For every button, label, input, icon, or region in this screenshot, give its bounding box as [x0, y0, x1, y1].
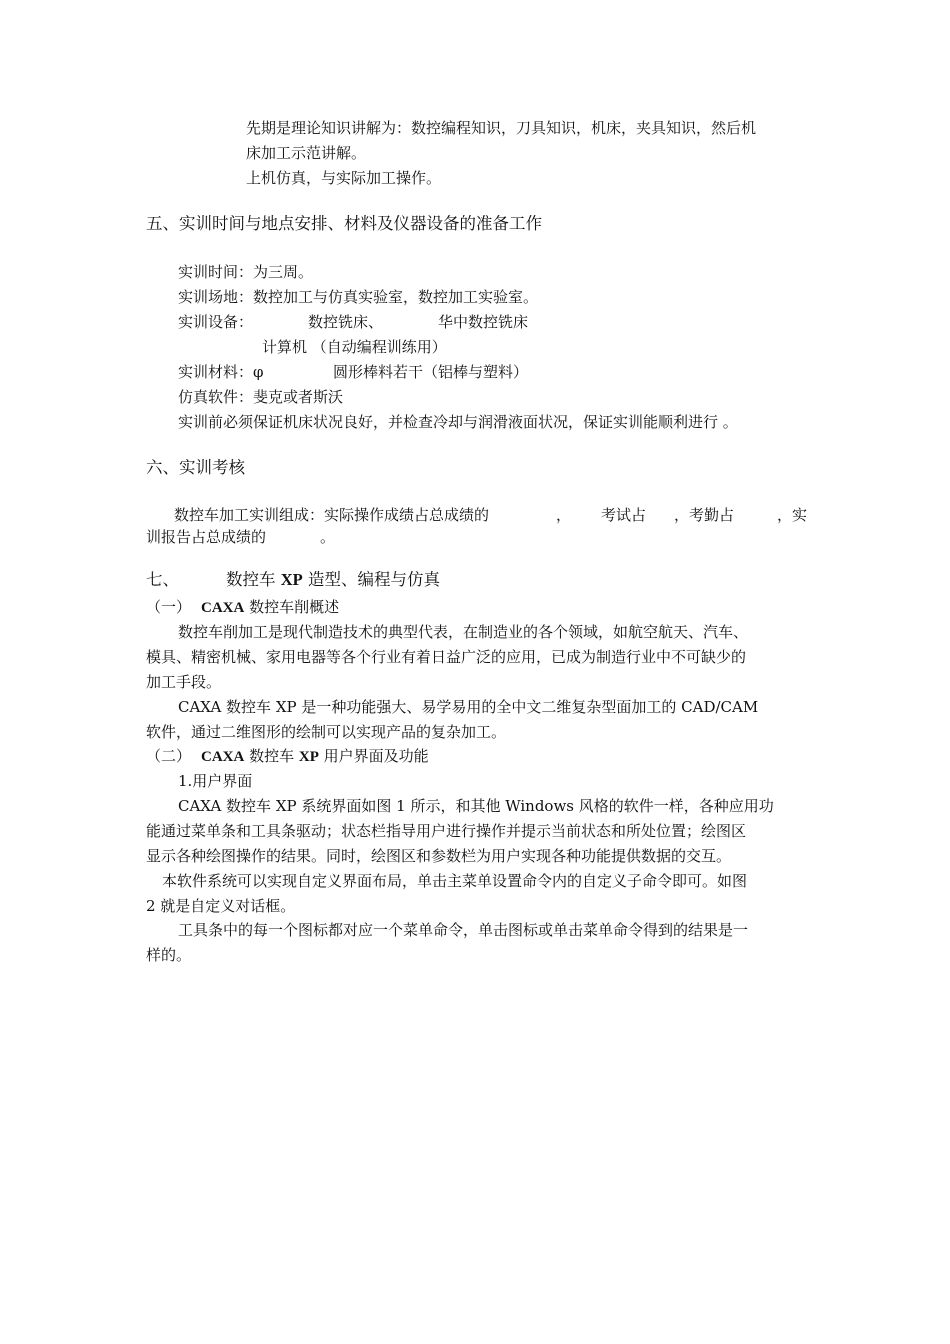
- subsection-1-number: （一）: [146, 598, 192, 616]
- assessment-text-g: 。: [320, 528, 336, 546]
- subsection-2-text-1: 数控车: [244, 747, 299, 765]
- section-7-heading: [226, 568, 440, 592]
- assessment-text-f: 训报告占总成绩的: [146, 528, 267, 546]
- assessment-text-e: ，实: [777, 506, 808, 524]
- paragraph-1-line-2: 模具、精密机械、家用电器等各个行业有着日益广泛的应用，已成为制造行业中不可缺少的: [146, 648, 747, 666]
- section-7-heading-a: 数控车: [226, 570, 281, 589]
- training-equipment-label: 实训设备：: [178, 313, 254, 331]
- intro-line-3: 上机仿真，与实际加工操作。: [246, 169, 442, 187]
- paragraph-3-line-3: 显示各种绘图操作的结果。同时，绘图区和参数栏为用户实现各种功能提供数据的交互。: [146, 847, 732, 865]
- item-1-heading: 1.用户界面: [178, 772, 253, 790]
- assessment-text-b: ，: [556, 506, 572, 524]
- subsection-2-bold-2: XP: [298, 749, 319, 765]
- training-material-text: 圆形棒料若干（铝棒与塑料）: [333, 363, 529, 381]
- training-material-label: 实训材料：φ: [178, 363, 264, 381]
- assessment-text-a: 数控车加工实训组成：实际操作成绩占总成绩的: [174, 506, 490, 524]
- training-equipment-a: 数控铣床、: [308, 313, 384, 331]
- assessment-text-d: ，考勤占: [674, 506, 735, 524]
- paragraph-4-line-1: 本软件系统可以实现自定义界面布局，单击主菜单设置命令内的自定义子命令即可。如图: [162, 872, 748, 890]
- training-site: 实训场地：数控加工与仿真实验室，数控加工实验室。: [178, 288, 539, 306]
- subsection-2-text-2: 用户界面及功能: [318, 747, 429, 765]
- paragraph-5-line-2: 样的。: [146, 946, 192, 964]
- training-equipment-c: 计算机 （自动编程训练用）: [262, 338, 447, 356]
- section-7-heading-number: 七、: [146, 570, 179, 589]
- simulation-software: 仿真软件：斐克或者斯沃: [178, 388, 344, 406]
- intro-line-1: 先期是理论知识讲解为：数控编程知识，刀具知识，机床，夹具知识，然后机: [246, 119, 757, 137]
- paragraph-5-line-1: 工具条中的每一个图标都对应一个菜单命令，单击图标或单击菜单命令得到的结果是一: [178, 921, 749, 939]
- subsection-2-number: （二）: [146, 747, 192, 765]
- preparation-note: 实训前必须保证机床状况良好，并检查冷却与润滑液面状况，保证实训能顺利进行 。: [178, 413, 738, 431]
- intro-line-2: 床加工示范讲解。: [246, 144, 367, 162]
- paragraph-3-line-1: CAXA 数控车 XP 系统界面如图 1 所示，和其他 Windows 风格的软件一样，各种应用功: [178, 797, 774, 815]
- paragraph-1-line-1: 数控车削加工是现代制造技术的典型代表，在制造业的各个领域，如航空航天、汽车、: [178, 623, 749, 641]
- section-6-heading: 六、实训考核: [146, 458, 245, 477]
- paragraph-4-line-2: 2 就是自定义对话框。: [146, 897, 296, 915]
- paragraph-3-line-2: 能通过菜单条和工具条驱动；状态栏指导用户进行操作并提示当前状态和所处位置；绘图区: [146, 822, 747, 840]
- section-7-heading-b: XP: [280, 570, 303, 589]
- assessment-text-c: 考试占: [601, 506, 647, 524]
- paragraph-1-line-3: 加工手段。: [146, 673, 222, 691]
- section-5-heading: 五、实训时间与地点安排、材料及仪器设备的准备工作: [146, 214, 542, 233]
- subsection-1-heading: [146, 596, 339, 619]
- training-equipment-b: 华中数控铣床: [438, 313, 529, 331]
- section-7-heading-c: 造型、编程与仿真: [302, 570, 440, 589]
- subsection-2-bold: CAXA: [201, 749, 245, 765]
- paragraph-2-line-2: 软件，通过二维图形的绘制可以实现产品的复杂加工。: [146, 723, 507, 741]
- training-time: 实训时间：为三周。: [178, 263, 314, 281]
- subsection-1-text: 数控车削概述: [244, 598, 340, 616]
- paragraph-2-line-1: CAXA 数控车 XP 是一种功能强大、易学易用的全中文二维复杂型面加工的 CAD/CAM: [178, 698, 759, 716]
- subsection-1-bold: CAXA: [201, 600, 245, 616]
- subsection-2-heading: [146, 745, 429, 768]
